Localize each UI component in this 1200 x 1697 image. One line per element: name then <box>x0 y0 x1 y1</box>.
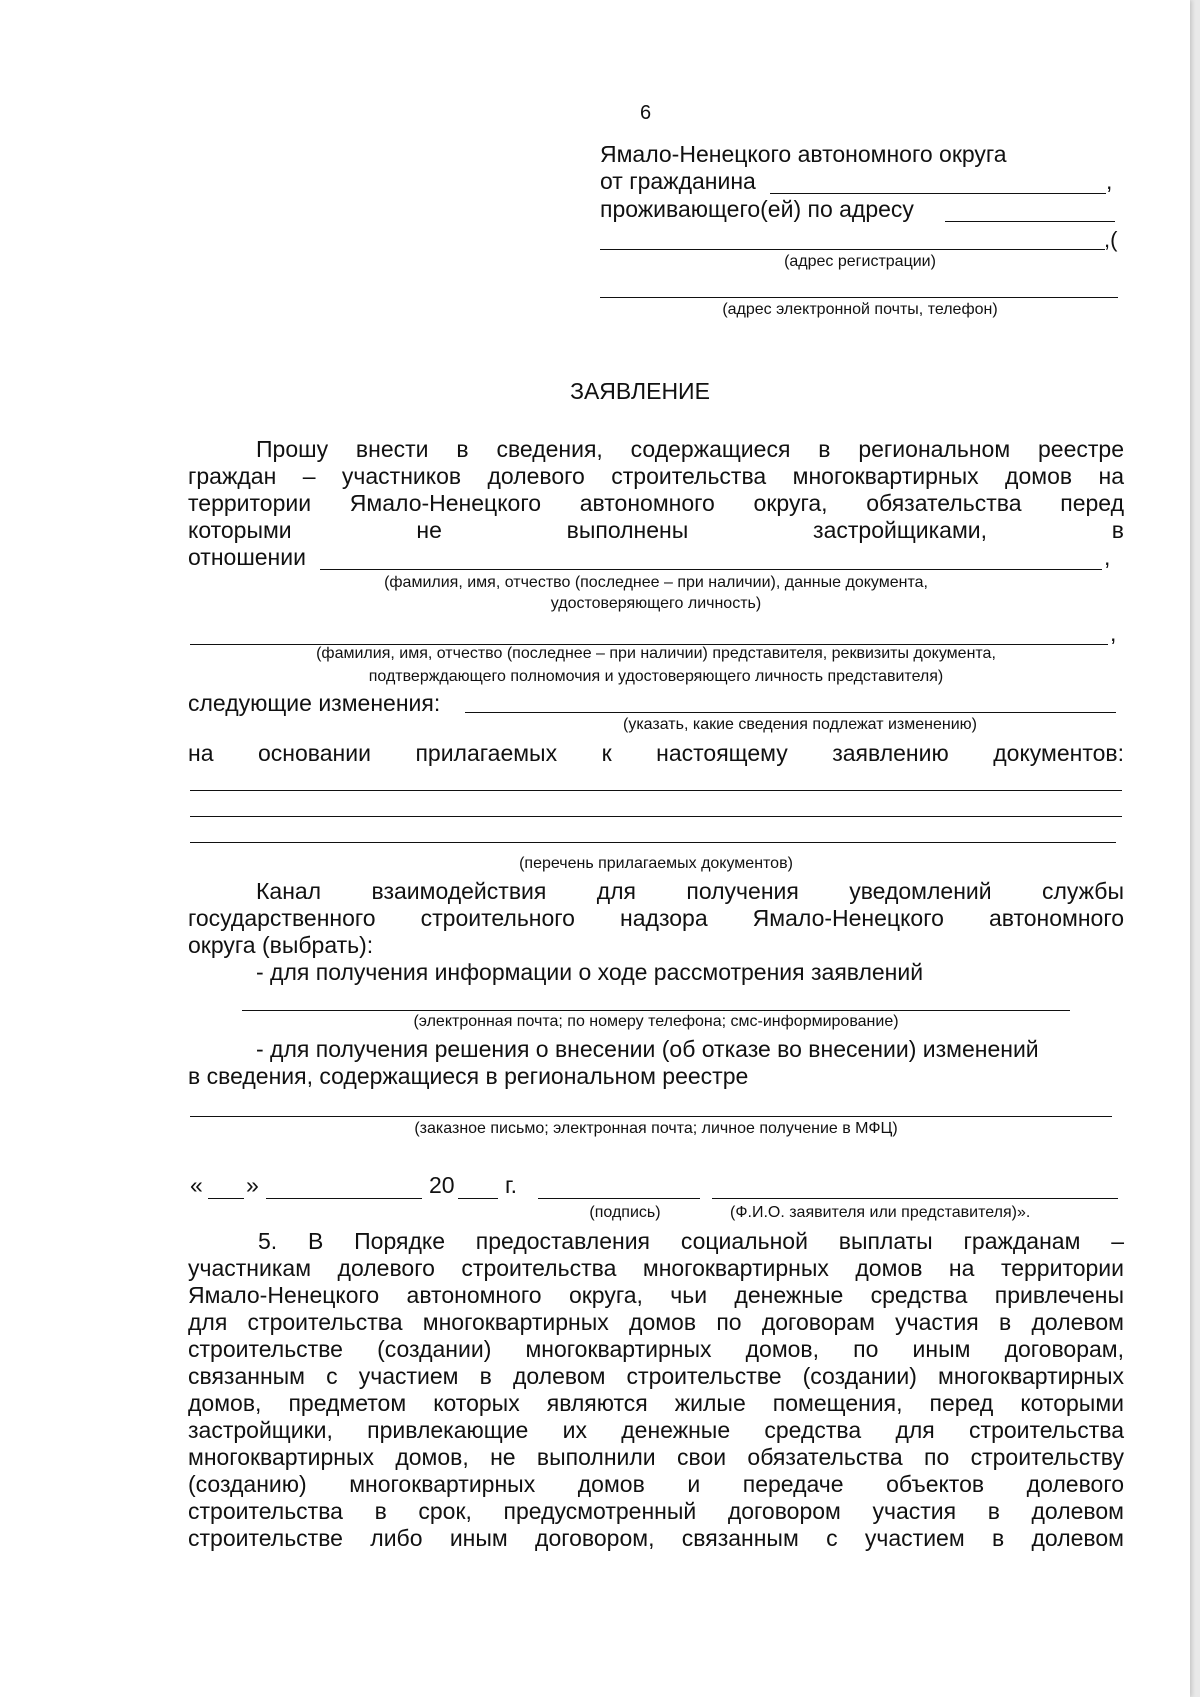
intro-line-2: граждан – участников долевого строительства многоквартирных домов на <box>188 463 1124 489</box>
header-comma: , <box>1106 168 1113 194</box>
date-year-line[interactable] <box>458 1198 498 1199</box>
channel-line-2: государственного строительного надзора Ямало-Ненецкого автономного <box>188 905 1124 931</box>
section5-line-6: связанным с участием в долевом строительстве (создании) многоквартирных <box>188 1363 1124 1389</box>
header-address-label: проживающего(ей) по адресу <box>600 196 914 222</box>
date-close-quote: » <box>246 1172 259 1198</box>
section5-line-8: застройщики, привлекающие их денежные средства для строительства <box>188 1417 1124 1443</box>
channel-item-1-line[interactable] <box>242 1010 1070 1011</box>
intro-line-1: Прошу внести в сведения, содержащиеся в региональном реестре <box>256 436 1124 462</box>
section5-line-5: строительстве (создании) многоквартирных домов, по иным договорам, <box>188 1336 1124 1362</box>
channel-line-3: округа (выбрать): <box>188 932 374 958</box>
section5-line-10: (созданию) многоквартирных домов и передаче объектов долевого <box>188 1471 1124 1497</box>
document-title: ЗАЯВЛЕНИЕ <box>570 378 710 404</box>
caption-contact: (адрес электронной почты, телефон) <box>722 301 998 318</box>
section5-line-1: 5. В Порядке предоставления социальной выплаты гражданам – <box>258 1228 1124 1254</box>
section5-line-7: домов, предметом которых являются жилые помещения, перед которыми <box>188 1390 1124 1416</box>
caption-name: (Ф.И.О. заявителя или представителя)». <box>730 1204 1031 1221</box>
channel-item-2-line[interactable] <box>190 1116 1112 1117</box>
caption-changes: (указать, какие сведения подлежат изменению) <box>623 716 977 733</box>
section5-line-2: участникам долевого строительства многоквартирных домов на территории <box>188 1255 1124 1281</box>
caption-channel-item-2: (заказное письмо; электронная почта; личное получение в МФЦ) <box>414 1120 898 1137</box>
section5-line-9: многоквартирных домов, не выполнили свои обязательства по строительству <box>188 1444 1124 1470</box>
caption-channel-item-1: (электронная почта; по номеру телефона; смс-информирование) <box>413 1013 899 1030</box>
caption-representative-1: (фамилия, имя, отчество (последнее – при наличии) представителя, реквизиты документа, <box>316 645 996 662</box>
caption-representative-2: подтверждающего полномочия и удостоверяющего личность представителя) <box>368 668 944 685</box>
caption-person-1: (фамилия, имя, отчество (последнее – при наличии), данные документа, <box>384 574 928 591</box>
signature-line[interactable] <box>538 1198 700 1199</box>
channel-item-2-line-2: в сведения, содержащиеся в региональном реестре <box>188 1063 749 1089</box>
header-address-line-2[interactable] <box>600 249 1105 250</box>
date-year-prefix: 20 <box>429 1172 455 1198</box>
documents-line-3[interactable] <box>190 842 1116 843</box>
changes-line[interactable] <box>465 712 1116 713</box>
channel-item-2-line-1: - для получения решения о внесении (об отказе во внесении) изменений <box>256 1036 1039 1062</box>
intro-line-4: которыми не выполнены застройщиками, в <box>188 517 1124 543</box>
section5-line-3: Ямало-Ненецкого автономного округа, чьи денежные средства привлечены <box>188 1282 1124 1308</box>
header-address-line[interactable] <box>945 221 1115 222</box>
section5-line-11: строительства в срок, предусмотренный договором участия в долевом <box>188 1498 1124 1524</box>
section5-line-12: строительстве либо иным договором, связанным с участием в долевом <box>188 1525 1124 1551</box>
header-recipient: Ямало-Ненецкого автономного округа <box>600 141 1007 167</box>
changes-label: следующие изменения: <box>188 690 441 716</box>
representative-line-end: , <box>1110 620 1117 646</box>
channel-item-1: - для получения информации о ходе рассмотрения заявлений <box>256 959 924 985</box>
header-contact-line[interactable] <box>600 297 1118 298</box>
channel-line-1: Канал взаимодействия для получения уведомлений службы <box>256 878 1124 904</box>
basis-line: на основании прилагаемых к настоящему заявлению документов: <box>188 740 1124 766</box>
date-month-line[interactable] <box>266 1198 422 1199</box>
documents-line-2[interactable] <box>190 816 1122 817</box>
caption-registration: (адрес регистрации) <box>784 253 936 270</box>
person-line[interactable] <box>320 569 1102 570</box>
caption-person-2: удостоверяющего личность) <box>550 595 762 612</box>
person-line-end: , <box>1104 544 1111 570</box>
date-day-line[interactable] <box>208 1198 244 1199</box>
page-number: 6 <box>640 102 652 124</box>
caption-signature: (подпись) <box>589 1204 661 1221</box>
header-address-end: ,( <box>1104 227 1118 252</box>
section5-line-4: для строительства многоквартирных домов по договорам участия в долевом <box>188 1309 1124 1335</box>
date-open-quote: « <box>190 1172 203 1198</box>
date-year-suffix: г. <box>505 1172 517 1198</box>
documents-line-1[interactable] <box>190 790 1122 791</box>
header-name-line[interactable] <box>770 193 1106 194</box>
caption-documents: (перечень прилагаемых документов) <box>519 855 793 872</box>
name-line[interactable] <box>712 1198 1118 1199</box>
intro-line-5: отношении <box>188 544 306 570</box>
header-from-label: от гражданина <box>600 168 756 194</box>
intro-line-3: территории Ямало-Ненецкого автономного округа, обязательства перед <box>188 490 1124 516</box>
